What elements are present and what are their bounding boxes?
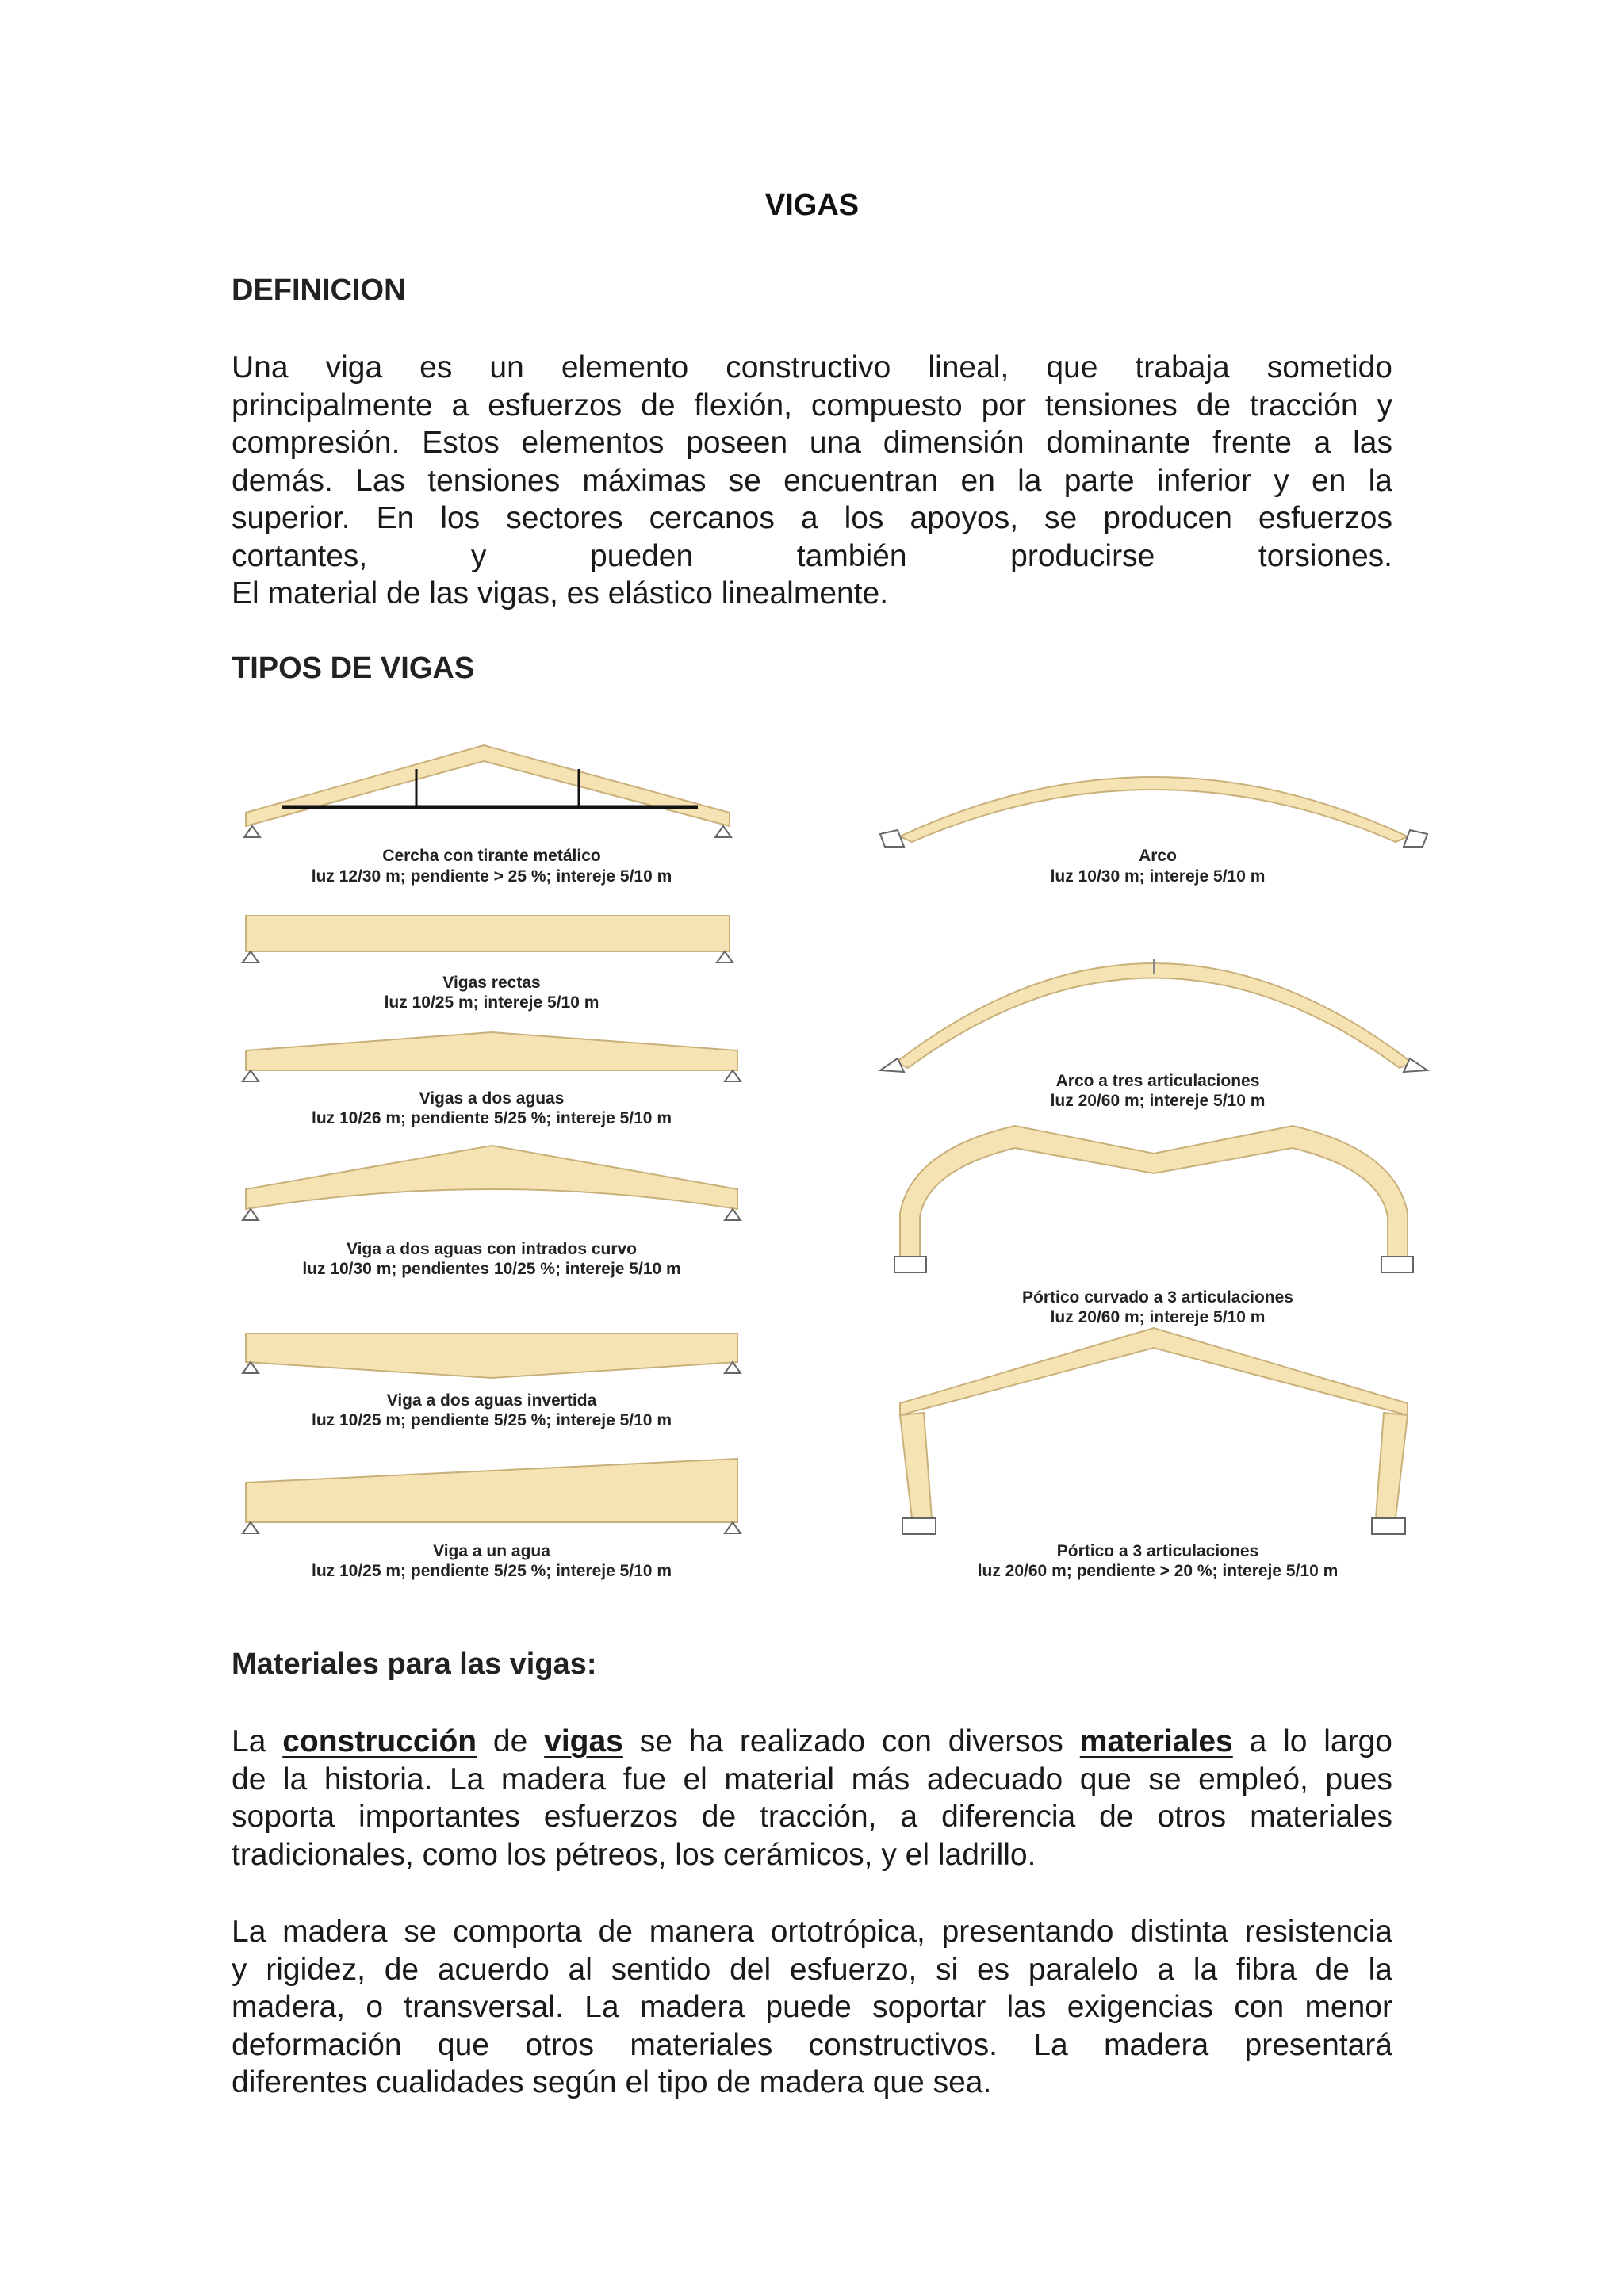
text-run: de bbox=[492, 1724, 528, 1758]
materials-paragraph-1 bbox=[232, 1723, 1392, 1873]
caption-spec: luz 10/25 m; pendiente 5/25 %; intereje 5/10 m bbox=[311, 1562, 672, 1580]
caption-name: Arco bbox=[1139, 847, 1177, 865]
section-heading-definicion: DEFINICION bbox=[232, 274, 406, 307]
paragraph-line: diferentes cualidades según el tipo de madera que sea. bbox=[232, 2065, 992, 2099]
truss-diagram bbox=[244, 745, 731, 837]
inverted-double-pitch-beam-diagram bbox=[243, 1334, 741, 1378]
caption-name: Pórtico a 3 articulaciones bbox=[1056, 1542, 1259, 1560]
paragraph-line: demás. Las tensiones máximas se encuentran en la parte inferior y en la bbox=[232, 463, 1392, 498]
caption-spec: luz 20/60 m; pendiente > 20 %; intereje 5/10 m bbox=[977, 1562, 1339, 1580]
paragraph-line: soporta importantes esfuerzos de tracción, a diferencia de otros materiales bbox=[232, 1800, 1392, 1834]
three-hinged-arch-diagram bbox=[880, 959, 1427, 1072]
section-heading-tipos: TIPOS DE VIGAS bbox=[232, 652, 475, 685]
caption-name: Viga a dos aguas con intrados curvo bbox=[346, 1240, 638, 1258]
beam-types-figure bbox=[222, 721, 1443, 1601]
text-run: La bbox=[232, 1724, 266, 1758]
caption-spec: luz 10/30 m; pendientes 10/25 %; intereje 5/10 m bbox=[302, 1260, 681, 1278]
paragraph-line: principalmente a esfuerzos de flexión, compuesto por tensiones de tracción y bbox=[232, 388, 1392, 423]
caption-name: Viga a un agua bbox=[433, 1542, 550, 1560]
straight-beam-diagram bbox=[243, 916, 733, 962]
link-vigas[interactable]: vigas bbox=[544, 1724, 623, 1758]
caption-name: Vigas a dos aguas bbox=[419, 1089, 565, 1108]
caption-name: Cercha con tirante metálico bbox=[382, 847, 601, 865]
caption-name: Arco a tres articulaciones bbox=[1055, 1072, 1260, 1090]
link-construccion[interactable]: construcción bbox=[282, 1724, 477, 1758]
paragraph-line: compresión. Estos elementos poseen una dimensión dominante frente a las bbox=[232, 426, 1392, 460]
paragraph-line bbox=[232, 1723, 1392, 1761]
caption-name: Vigas rectas bbox=[442, 974, 541, 992]
page-title: VIGAS bbox=[764, 189, 860, 222]
double-pitch-beam-diagram bbox=[243, 1032, 741, 1081]
definition-paragraph bbox=[232, 349, 1392, 613]
caption-spec: luz 12/30 m; pendiente > 25 %; intereje 5/10 m bbox=[311, 867, 672, 886]
caption-spec: luz 10/25 m; pendiente 5/25 %; intereje 5/10 m bbox=[311, 1411, 672, 1429]
paragraph-line: La madera se comporta de manera ortotrópica, presentando distinta resistencia bbox=[232, 1915, 1392, 1949]
single-pitch-beam-diagram bbox=[243, 1459, 741, 1533]
paragraph-line: deformación que otros materiales constructivos. La madera presentará bbox=[232, 2027, 1392, 2062]
paragraph-line: y rigidez, de acuerdo al sentido del esfuerzo, si es paralelo a la fibra de la bbox=[232, 1952, 1392, 1987]
caption-spec: luz 10/26 m; pendiente 5/25 %; intereje 5/10 m bbox=[311, 1109, 672, 1127]
three-hinged-portal-diagram bbox=[900, 1328, 1408, 1534]
curved-three-hinged-portal-diagram bbox=[894, 1126, 1413, 1272]
curved-intrados-beam-diagram bbox=[243, 1146, 741, 1220]
text-run: se ha realizado con diversos bbox=[639, 1724, 1063, 1758]
caption-spec: luz 10/25 m; intereje 5/10 m bbox=[384, 993, 599, 1012]
link-materiales[interactable]: materiales bbox=[1079, 1724, 1233, 1758]
paragraph-line: Una viga es un elemento constructivo lineal, que trabaja sometido bbox=[232, 350, 1392, 385]
section-heading-materiales: Materiales para las vigas: bbox=[232, 1647, 597, 1681]
paragraph-line: tradicionales, como los pétreos, los cerámicos, y el ladrillo. bbox=[232, 1837, 1036, 1872]
paragraph-line: madera, o transversal. La madera puede soportar las exigencias con menor bbox=[232, 1990, 1392, 2024]
caption-name: Pórtico curvado a 3 articulaciones bbox=[1022, 1288, 1293, 1307]
paragraph-line: de la historia. La madera fue el material más adecuado que se empleó, pues bbox=[232, 1762, 1392, 1797]
caption-spec: luz 20/60 m; intereje 5/10 m bbox=[1050, 1308, 1266, 1326]
paragraph-line: cortantes, y pueden también producirse torsiones. bbox=[232, 538, 1392, 573]
caption-name: Viga a dos aguas invertida bbox=[386, 1391, 597, 1410]
paragraph-line: superior. En los sectores cercanos a los apoyos, se producen esfuerzos bbox=[232, 501, 1392, 535]
caption-spec: luz 20/60 m; intereje 5/10 m bbox=[1050, 1092, 1266, 1110]
paragraph-line: El material de las vigas, es elástico linealmente. bbox=[232, 576, 889, 610]
text-run: a lo largo bbox=[1249, 1724, 1392, 1758]
materials-paragraph-2 bbox=[232, 1913, 1392, 2102]
arch-diagram bbox=[880, 777, 1427, 847]
caption-spec: luz 10/30 m; intereje 5/10 m bbox=[1050, 867, 1266, 886]
